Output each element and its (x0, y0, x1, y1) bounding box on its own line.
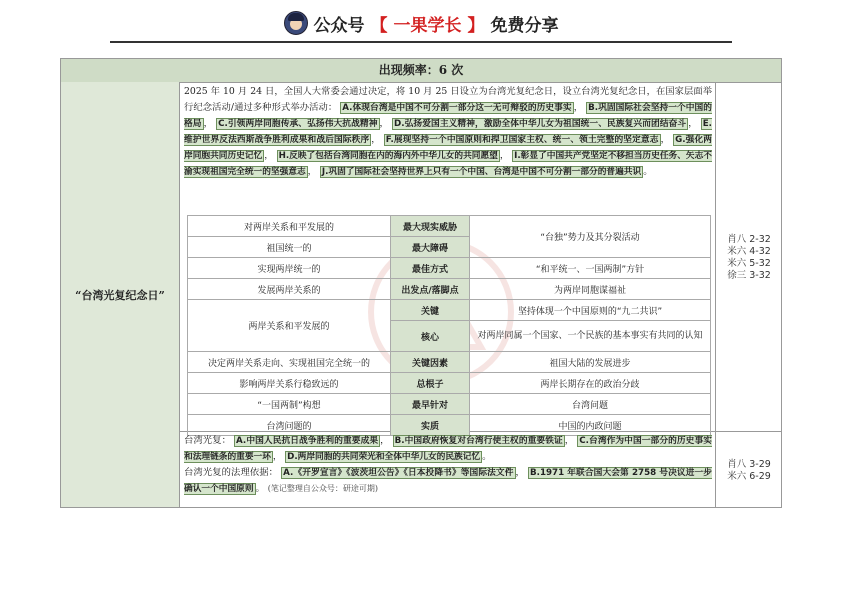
refs-retrocession (716, 459, 782, 483)
retro-point-a: A.中国人民抗日战争胜利的重要成果 (236, 436, 379, 446)
table-cell: 决定两岸关系走向、实现祖国完全统一的 (188, 352, 391, 373)
table-cell: 台湾问题的 (188, 415, 391, 436)
table-row (188, 373, 711, 394)
point-b: B.巩固国际社会坚持一个中国的格局 (184, 103, 712, 129)
point-e: E.维护世界反法西斯战争胜利成果和战后国际秩序 (184, 119, 712, 145)
table-key: 最大现实威胁 (391, 216, 470, 237)
retro-point-d: D.两岸同胞的共同荣光和全体中华儿女的民族记忆 (287, 452, 481, 462)
point-f: F.展现坚持一个中国原则和捍卫国家主权、统一、领土完整的坚定意志 (385, 135, 659, 145)
relations-table (187, 215, 711, 436)
table-key: 最大障碍 (391, 237, 470, 258)
table-value: “和平统一、一国两制”方针 (470, 258, 711, 279)
topic-cell (61, 82, 180, 507)
source-note: (笔记整理自公众号：研途可期) (267, 484, 379, 493)
ref-item: 米六 4-32 (727, 246, 771, 257)
frequency-row: 出现频率：6 次 (61, 59, 781, 83)
table-cell: 实现两岸统一的 (188, 258, 391, 279)
table-key: 关键因素 (391, 352, 470, 373)
para1-intro: 2025 年 10 月 24 日，全国人大常委会通过决定，将 10 月 25 日设立为台湾光复纪念日，设立台湾光复纪念日，在国家层面举行纪念活动/通过多种形式举办活动： (184, 86, 712, 113)
table-value: 台湾问题 (470, 394, 711, 415)
table-row (188, 258, 711, 279)
header-divider (110, 41, 732, 43)
table-row (188, 300, 711, 321)
ref-item: 徐三 3-32 (727, 270, 771, 281)
ref-item: 米六 5-32 (727, 258, 771, 269)
notes-table (60, 58, 782, 508)
table-cell: 影响两岸关系行稳致远的 (188, 373, 391, 394)
legal-point-a: A.《开罗宣言》《波茨坦公告》《日本投降书》等国际法文件 (283, 468, 514, 478)
brand-bracket-close: 】 (467, 15, 485, 36)
ref-item: 肖八 2-32 (727, 234, 771, 245)
table-value: 两岸长期存在的政治分歧 (470, 373, 711, 394)
table-key: 总根子 (391, 373, 470, 394)
point-i: I.彰显了中国共产党坚定不移担当历史任务、矢志不渝实现祖国完全统一的坚强意志 (184, 151, 712, 177)
table-key: 最早针对 (391, 394, 470, 415)
brand-suffix: 免费分享 (490, 15, 559, 36)
legal-point-b: B.1971 年联合国大会第 2758 号决议进一步确认一个中国原则 (184, 468, 712, 494)
page-header (0, 8, 842, 38)
ref-item: 肖八 3-29 (727, 459, 771, 470)
table-row (188, 352, 711, 373)
table-key: 最佳方式 (391, 258, 470, 279)
brand-prefix: 公众号 (313, 15, 365, 36)
refs-memorial (716, 234, 782, 282)
ref-column-divider (715, 82, 716, 507)
table-value: 为两岸同胞谋福祉 (470, 279, 711, 300)
table-row (188, 394, 711, 415)
point-c: C.引领两岸同胞传承、弘扬伟大抗战精神 (218, 119, 378, 129)
table-value: “台独”势力及其分裂活动 (470, 216, 711, 258)
table-value: 对两岸同属一个国家、一个民族的基本事实有共同的认知 (470, 321, 711, 352)
point-j: J.巩固了国际社会坚持世界上只有一个中国、台湾是中国不可分割一部分的普遍共识 (321, 167, 642, 177)
table-value: 祖国大陆的发展进步 (470, 352, 711, 373)
brand-bracket-open: 【 (370, 15, 388, 36)
table-key: 关键 (391, 300, 470, 321)
table-key: 实质 (391, 415, 470, 436)
brand-name: 一果学长 (393, 15, 462, 36)
topic-title: “台湾光复纪念日” (75, 288, 165, 302)
table-key: 出发点/落脚点 (391, 279, 470, 300)
table-cell: 两岸关系和平发展的 (188, 300, 391, 352)
retro-point-c: C.台湾作为中国一部分的历史事实和法理链条的重要一环 (184, 436, 712, 462)
table-value: 中国的内政问题 (470, 415, 711, 436)
avatar-icon (284, 11, 308, 35)
paragraph-retrocession: 台湾光复： A.中国人民抗日战争胜利的重要成果 ， B.中国政府恢复对台湾行使主权的重要铁证 ， C.台湾作为中国一部分的历史事实和法理链条的重要一环 ， D.两岸同胞的共同荣光和全体中华儿女的民族记忆 。 台湾光复的法理依据： A.《开罗宣言》《波茨坦公告》《日本投降书》等国际法文件 ， B.1971 年联合国大会第 2758 号决议进一步确认一个中国原则 。 (笔记整理自公众号：研途可期) (184, 435, 712, 494)
para2-lead: 台湾光复： (184, 435, 231, 446)
table-cell: 祖国统一的 (188, 237, 391, 258)
table-key: 核心 (391, 321, 470, 352)
table-cell: “一国两制”构想 (188, 394, 391, 415)
table-cell: 发展两岸关系的 (188, 279, 391, 300)
point-a: A.体现台湾是中国不可分割一部分这一无可辩驳的历史事实 (342, 103, 572, 113)
point-g: G.强化两岸同胞共同历史记忆 (184, 135, 712, 161)
table-cell: 对两岸关系和平发展的 (188, 216, 391, 237)
ref-item: 米六 6-29 (727, 471, 771, 482)
point-d: D.弘扬爱国主义精神，激励全体中华儿女为祖国统一、民族复兴而团结奋斗 (393, 119, 687, 129)
para2-lead2: 台湾光复的法理依据： (184, 467, 279, 478)
paragraph-memorial-day: 2025 年 10 月 24 日，全国人大常委会通过决定，将 10 月 25 日设立为台湾光复纪念日，设立台湾光复纪念日，在国家层面举行纪念活动/通过多种形式举办活动： A.体现台湾是中国不可分割一部分这一无可辩驳的历史事实 ， B.巩固国际社会坚持一个中国的格局 ， C.引领两岸同胞传承、弘扬伟大抗战精神 ， D.弘扬爱国主义精神，激励全体中华儿女为祖国统一、民族复兴而团结奋斗 ， E.维护世界反法西斯战争胜利成果和战后国际秩序 ， F.展现坚持一个中国原则和捍卫国家主权、统一、领土完整的坚定意志 ， G.强化两岸同胞共同历史记忆 ， H.反映了包括台湾同胞在内的海内外中华儿女的共同愿望 ， I.彰显了中国共产党坚定不移担当历史任务、矢志不渝实现祖国完全统一的坚强意志 ， J.巩固了国际社会坚持世界上只有一个中国、台湾是中国不可分割一部分的普遍共识 。 (184, 86, 712, 177)
point-h: H.反映了包括台湾同胞在内的海内外中华儿女的共同愿望 (278, 151, 498, 161)
retro-point-b: B.中国政府恢复对台湾行使主权的重要铁证 (394, 436, 563, 446)
table-row (188, 216, 711, 237)
table-value: 坚持体现一个中国原则的“九二共识” (470, 300, 711, 321)
table-row (188, 279, 711, 300)
